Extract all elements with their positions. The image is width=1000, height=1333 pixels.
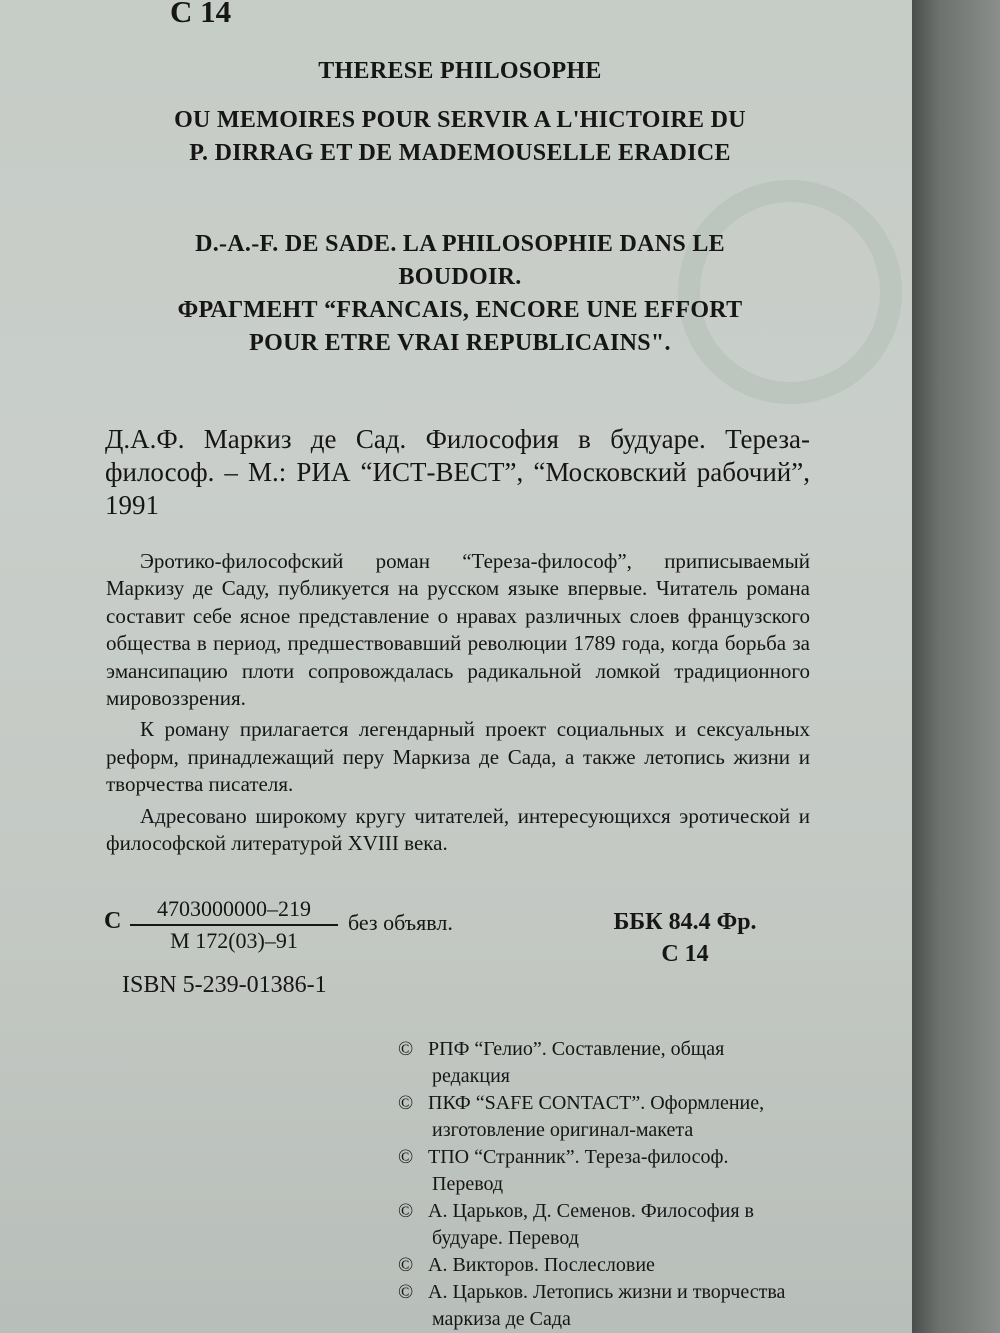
catalog-letter: С bbox=[104, 908, 122, 934]
french-title: THERESE PHILOSOPHE bbox=[318, 58, 602, 84]
copyright-item bbox=[398, 1144, 798, 1198]
french-subtitle-line-2: P. DIRRAG ET DE MADEMOUSELLE ERADICE bbox=[189, 140, 731, 166]
copyright-item bbox=[398, 1252, 798, 1279]
copyright-text: А. Царьков, Д. Семенов. Философия в будуаре. Перевод bbox=[428, 1200, 754, 1249]
french-subtitle bbox=[100, 104, 820, 170]
no-advertisement-note: без объявл. bbox=[348, 910, 453, 935]
copyright-block bbox=[398, 1036, 798, 1333]
catalog-denominator: М 172(03)–91 bbox=[170, 928, 298, 953]
annotation-paragraph-3: Адресовано широкому кругу читателей, интересующихся эротической и философской литературой XVIII века. bbox=[106, 803, 810, 856]
copyright-symbol: © bbox=[398, 1146, 414, 1168]
copyright-item bbox=[398, 1036, 798, 1090]
page-code-top: С 14 bbox=[170, 0, 232, 29]
copyright-text: А. Викторов. Послесловие bbox=[428, 1254, 655, 1276]
copyright-text: А. Царьков. Летопись жизни и творчества маркиза де Сада bbox=[428, 1281, 786, 1330]
annotation bbox=[106, 548, 810, 861]
copyright-symbol: © bbox=[398, 1038, 414, 1060]
sade-heading bbox=[100, 228, 820, 360]
sade-heading-line-1: D.-A.-F. DE SADE. LA PHILOSOPHIE DANS LE bbox=[195, 231, 725, 257]
copyright-symbol: © bbox=[398, 1254, 414, 1276]
adjacent-pages-edge bbox=[912, 0, 1000, 1333]
bbk-code: ББК 84.4 Фр. bbox=[613, 909, 757, 935]
copyright-item bbox=[398, 1279, 798, 1333]
sade-heading-line-2: BOUDOIR. bbox=[398, 264, 522, 290]
copyright-symbol: © bbox=[398, 1200, 414, 1222]
copyright-symbol: © bbox=[398, 1092, 414, 1114]
isbn: ISBN 5-239-01386-1 bbox=[122, 972, 327, 998]
author-mark: С 14 bbox=[661, 941, 709, 967]
copyright-item bbox=[398, 1090, 798, 1144]
copyright-item bbox=[398, 1198, 798, 1252]
catalog-fraction bbox=[130, 896, 338, 954]
annotation-paragraph-2: К роману прилагается легендарный проект социальных и сексуальных реформ, принадлежащий перу Маркиза де Сада, а также летопись жизни и творчества писателя. bbox=[106, 717, 810, 797]
copyright-text: ТПО “Странник”. Тереза-философ. Перевод bbox=[428, 1146, 729, 1195]
catalog-numerator: 4703000000–219 bbox=[130, 896, 338, 926]
bbk-index bbox=[600, 906, 770, 970]
fragment-line-2: POUR ETRE VRAI REPUBLICAINS". bbox=[249, 330, 671, 356]
annotation-paragraph-1: Эротико-философский роман “Тереза-философ”, приписываемый Маркизу де Саду, публикуется на русском языке впервые. Читатель романа составит себе ясное представление о нравах различных слоев французского общества в период, предшествовавший революции 1789 года, когда борьба за эмансипацию плоти сопровождалась радикальной ломкой традиционного мировоззрения. bbox=[106, 549, 810, 711]
copyright-text: ПКФ “SAFE CONTACT”. Оформление, изготовление оригинал-макета bbox=[428, 1092, 765, 1141]
bibliographic-imprint: Д.А.Ф. Маркиз де Сад. Философия в будуаре. Тереза-философ. – М.: РИА “ИСТ-ВЕСТ”, “Московский рабочий”, 1991 bbox=[105, 424, 810, 520]
copyright-text: РПФ “Гелио”. Составление, общая редакция bbox=[428, 1038, 725, 1087]
french-subtitle-line-1: OU MEMOIRES POUR SERVIR A L'HICTOIRE DU bbox=[174, 107, 746, 133]
fragment-line-1: ФРАГМЕНТ “FRANCAIS, ENCORE UNE EFFORT bbox=[177, 297, 743, 323]
copyright-symbol: © bbox=[398, 1281, 414, 1303]
